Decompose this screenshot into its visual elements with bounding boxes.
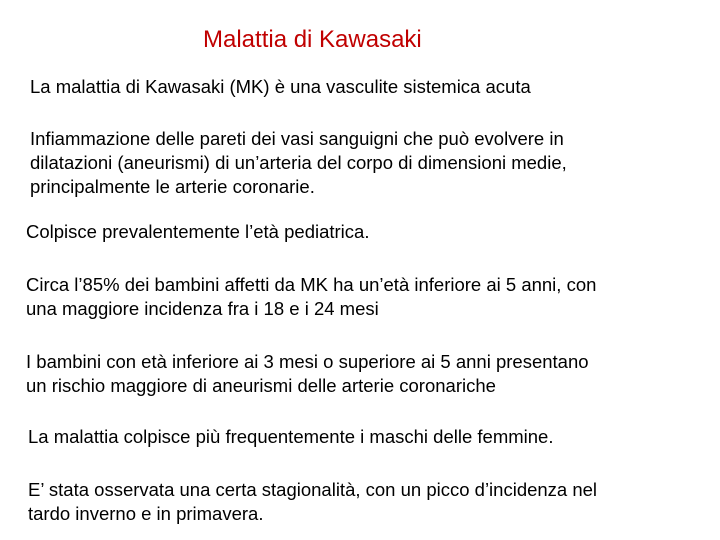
paragraph-line: Circa l’85% dei bambini affetti da MK ha un’età inferiore ai 5 anni, con: [26, 274, 597, 295]
paragraph-age-statistics: [26, 273, 596, 321]
paragraph-line: Infiammazione delle pareti dei vasi sanguigni che può evolvere in: [30, 128, 564, 149]
paragraph-line: una maggiore incidenza fra i 18 e i 24 mesi: [26, 298, 379, 319]
paragraph-line: La malattia di Kawasaki (MK) è una vasculite sistemica acuta: [30, 76, 531, 97]
paragraph-line: un rischio maggiore di aneurismi delle arterie coronariche: [26, 375, 496, 396]
paragraph-line: Colpisce prevalentemente l’età pediatrica.: [26, 221, 370, 242]
slide-title: Malattia di Kawasaki: [203, 26, 422, 53]
paragraph-pediatric: [26, 220, 369, 244]
paragraph-line: I bambini con età inferiore ai 3 mesi o superiore ai 5 anni presentano: [26, 351, 589, 372]
paragraph-line: tardo inverno e in primavera.: [28, 503, 264, 524]
paragraph-risk: [26, 350, 589, 398]
paragraph-inflammation: [30, 127, 567, 199]
paragraph-seasonality: [28, 478, 597, 526]
paragraph-sex: [28, 425, 553, 449]
paragraph-line: principalmente le arterie coronarie.: [30, 176, 315, 197]
paragraph-line: E’ stata osservata una certa stagionalità, con un picco d’incidenza nel: [28, 479, 598, 500]
paragraph-line: La malattia colpisce più frequentemente i maschi delle femmine.: [28, 426, 554, 447]
paragraph-definition: [30, 75, 531, 99]
paragraph-line: dilatazioni (aneurismi) di un’arteria del corpo di dimensioni medie,: [30, 152, 567, 173]
